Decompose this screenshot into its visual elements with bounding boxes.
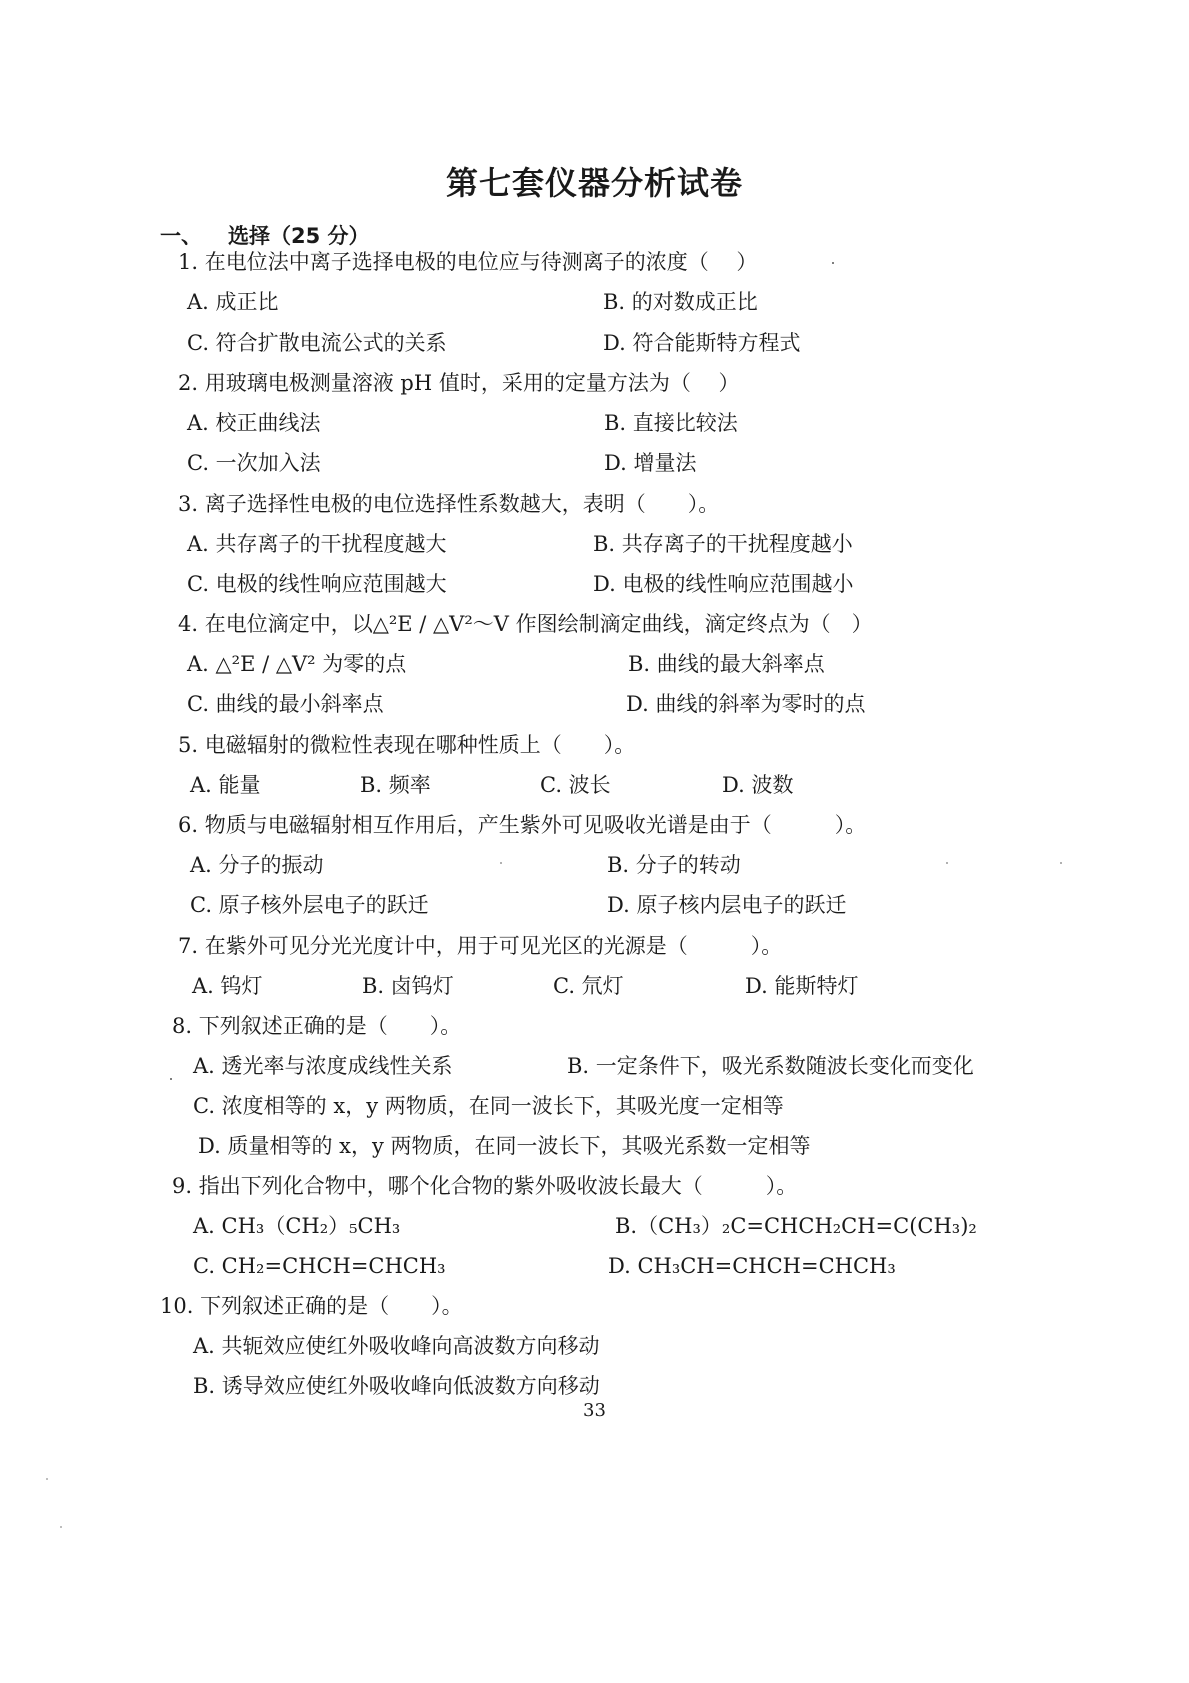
question-stem: 10. 下列叙述正确的是（ ）。	[160, 1294, 463, 1318]
option: C. 符合扩散电流公式的关系	[187, 331, 447, 355]
option: B. 频率	[360, 773, 431, 797]
option: A. 能量	[190, 773, 261, 797]
section-heading	[160, 220, 370, 250]
scan-speck	[1060, 862, 1062, 864]
scan-speck	[46, 1478, 48, 1480]
option: D. 波数	[722, 773, 794, 797]
option: A. 成正比	[187, 290, 279, 314]
option: A. CH₃（CH₂）₅CH₃	[193, 1214, 401, 1238]
question-stem: 5. 电磁辐射的微粒性表现在哪种性质上（ ）。	[178, 733, 636, 757]
question-stem: 2. 用玻璃电极测量溶液 pH 值时，采用的定量方法为（ ）	[178, 371, 740, 395]
option: A. △²E / △V² 为零的点	[187, 652, 407, 676]
page-title: 第七套仪器分析试卷	[445, 164, 743, 202]
option: A. 校正曲线法	[187, 411, 321, 435]
option: C. 曲线的最小斜率点	[187, 692, 384, 716]
option: C. 一次加入法	[187, 451, 321, 475]
option: C. 波长	[540, 773, 611, 797]
option: B. 共存离子的干扰程度越小	[593, 532, 853, 556]
option: B. 直接比较法	[604, 411, 738, 435]
option: A. 共存离子的干扰程度越大	[187, 532, 447, 556]
option: B. 曲线的最大斜率点	[628, 652, 825, 676]
question-stem: 1. 在电位法中离子选择电极的电位应与待测离子的浓度（ ）	[178, 250, 758, 274]
option: B. 的对数成正比	[603, 290, 758, 314]
scan-speck	[832, 262, 834, 264]
option: D. 质量相等的 x，y 两物质，在同一波长下，其吸光系数一定相等	[198, 1134, 811, 1158]
option: C. 浓度相等的 x，y 两物质，在同一波长下，其吸光度一定相等	[193, 1094, 784, 1118]
option: B. 分子的转动	[607, 853, 741, 877]
option: D. 能斯特灯	[745, 974, 859, 998]
option: D. 符合能斯特方程式	[603, 331, 801, 355]
option: D. 增量法	[604, 451, 697, 475]
page-number: 33	[583, 1400, 606, 1421]
question-stem: 9. 指出下列化合物中，哪个化合物的紫外吸收波长最大（ ）。	[172, 1174, 798, 1198]
question-stem: 6. 物质与电磁辐射相互作用后，产生紫外可见吸收光谱是由于（ ）。	[178, 813, 867, 837]
option: A. 共轭效应使红外吸收峰向高波数方向移动	[193, 1334, 600, 1358]
option: C. 电极的线性响应范围越大	[187, 572, 447, 596]
option: D. 曲线的斜率为零时的点	[626, 692, 866, 716]
question-stem: 3. 离子选择性电极的电位选择性系数越大，表明（ ）。	[178, 492, 720, 516]
option: D. 原子核内层电子的跃迁	[607, 893, 847, 917]
option: B. 诱导效应使红外吸收峰向低波数方向移动	[193, 1374, 600, 1398]
question-stem: 4. 在电位滴定中，以△²E / △V²～V 作图绘制滴定曲线，滴定终点为（ ）	[178, 612, 873, 636]
question-stem: 7. 在紫外可见分光光度计中，用于可见光区的光源是（ ）。	[178, 934, 783, 958]
scan-speck	[170, 1078, 172, 1080]
option: A. 透光率与浓度成线性关系	[193, 1054, 453, 1078]
section-label: 选择（25 分）	[228, 224, 370, 248]
scan-speck	[946, 862, 948, 864]
option: B. 卤钨灯	[362, 974, 454, 998]
scan-speck	[60, 1526, 62, 1528]
option: A. 钨灯	[192, 974, 263, 998]
option: C. CH₂=CHCH=CHCH₃	[193, 1254, 446, 1278]
option: D. 电极的线性响应范围越小	[593, 572, 854, 596]
option: B.（CH₃）₂C=CHCH₂CH=C(CH₃)₂	[615, 1214, 977, 1238]
option: C. 氘灯	[553, 974, 624, 998]
option: A. 分子的振动	[190, 853, 324, 877]
option: D. CH₃CH=CHCH=CHCH₃	[608, 1254, 896, 1278]
section-number: 一、	[160, 224, 202, 248]
scan-speck	[500, 862, 502, 864]
option: C. 原子核外层电子的跃迁	[190, 893, 429, 917]
question-stem: 8. 下列叙述正确的是（ ）。	[172, 1014, 462, 1038]
option: B. 一定条件下，吸光系数随波长变化而变化	[567, 1054, 974, 1078]
